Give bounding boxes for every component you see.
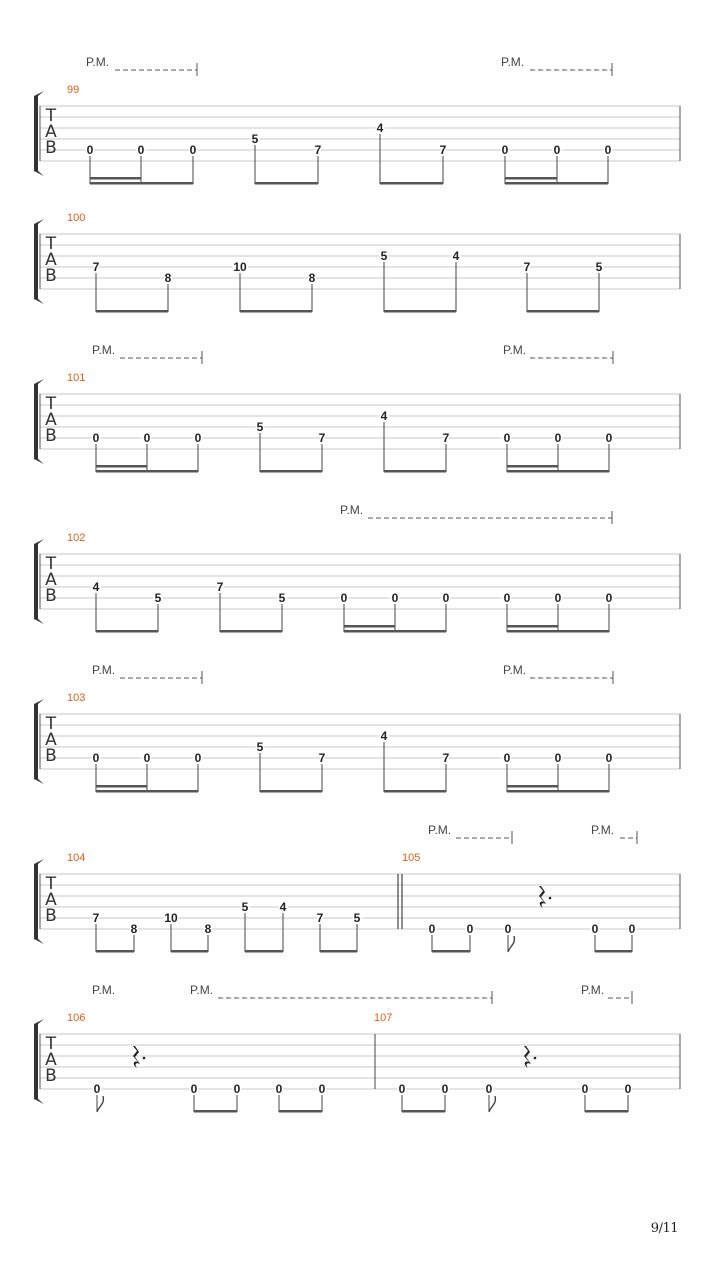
beam	[245, 950, 283, 953]
staff-bracket	[34, 91, 44, 176]
measure-number: 101	[67, 372, 86, 384]
palm-mute-label: P.M.	[92, 663, 116, 677]
fret-number: 0	[503, 591, 511, 605]
beam	[260, 470, 322, 473]
fret-number: 8	[204, 922, 212, 936]
quarter-rest	[133, 1046, 140, 1068]
beam	[171, 950, 208, 953]
palm-mute-label: P.M.	[86, 55, 110, 69]
beam-secondary	[96, 785, 147, 788]
palm-mute-label: P.M.	[503, 343, 527, 357]
fret-number: 5	[353, 911, 361, 925]
measure-number: 103	[67, 692, 86, 704]
beam	[260, 790, 322, 793]
fret-number: 0	[503, 751, 511, 765]
staff-bracket	[34, 1019, 44, 1104]
fret-number: 0	[624, 1082, 632, 1096]
fret-number: 10	[164, 911, 178, 925]
tab-clef-letter: A	[45, 1050, 57, 1070]
fret-number: 0	[92, 431, 100, 445]
fret-number: 0	[442, 591, 450, 605]
beam	[96, 310, 168, 313]
staff-bracket	[34, 539, 44, 624]
palm-mute-label: P.M.	[340, 503, 364, 517]
beam	[320, 950, 357, 953]
beam	[90, 182, 193, 185]
fret-number: 0	[86, 143, 94, 157]
fret-number: 5	[595, 260, 603, 274]
tab-clef-letter: B	[45, 586, 57, 606]
note-flag	[489, 1096, 495, 1112]
tab-clef-letter: T	[45, 106, 57, 126]
tab-clef-letter: B	[45, 138, 57, 158]
page-number: 9/11	[650, 1221, 678, 1236]
beam	[96, 630, 158, 633]
fret-number: 7	[92, 911, 100, 925]
beam	[402, 1110, 445, 1113]
fret-number: 0	[503, 431, 511, 445]
palm-mute-label: P.M.	[92, 343, 116, 357]
beam	[96, 790, 198, 793]
beam-secondary	[507, 625, 558, 628]
beam	[279, 1110, 322, 1113]
fret-number: 7	[442, 431, 450, 445]
quarter-rest	[524, 1046, 531, 1068]
fret-number: 0	[318, 1082, 326, 1096]
tab-clef-letter: A	[45, 730, 57, 750]
tab-clef-letter: T	[45, 554, 57, 574]
note-flag	[508, 936, 514, 952]
fret-number: 0	[137, 143, 145, 157]
staff-bracket	[34, 219, 44, 304]
fret-number: 5	[256, 420, 264, 434]
fret-number: 0	[605, 431, 613, 445]
fret-number: 4	[376, 121, 384, 135]
fret-number: 0	[501, 143, 509, 157]
beam	[432, 950, 470, 953]
beam	[384, 790, 446, 793]
tab-clef-letter: T	[45, 714, 57, 734]
fret-number: 4	[380, 409, 388, 423]
fret-number: 7	[442, 751, 450, 765]
fret-number: 7	[318, 751, 326, 765]
tab-clef-letter: B	[45, 1066, 57, 1086]
tab-clef-letter: B	[45, 746, 57, 766]
tab-clef-letter: A	[45, 122, 57, 142]
beam-secondary	[96, 465, 147, 468]
tab-clef-letter: T	[45, 1034, 57, 1054]
beam	[344, 630, 446, 633]
tab-clef-letter: A	[45, 890, 57, 910]
fret-number: 7	[523, 260, 531, 274]
tab-clef-letter: B	[45, 266, 57, 286]
palm-mute-label: P.M.	[581, 983, 605, 997]
tab-clef-letter: T	[45, 874, 57, 894]
beam-secondary	[507, 465, 558, 468]
staff-system	[34, 343, 680, 473]
staff-system	[34, 212, 680, 313]
staff-system	[34, 503, 680, 633]
fret-number: 0	[466, 922, 474, 936]
fret-number: 7	[439, 143, 447, 157]
rest-dot	[534, 1057, 537, 1060]
fret-number: 7	[216, 580, 224, 594]
beam	[380, 182, 443, 185]
beam	[505, 182, 608, 185]
beam	[507, 470, 609, 473]
fret-number: 7	[92, 260, 100, 274]
staff-bracket	[34, 699, 44, 784]
beam	[240, 310, 312, 313]
fret-number: 0	[591, 922, 599, 936]
fret-number: 7	[316, 911, 324, 925]
fret-number: 0	[340, 591, 348, 605]
tab-clef-letter: B	[45, 906, 57, 926]
fret-number: 5	[241, 900, 249, 914]
palm-mute-label: P.M.	[92, 983, 116, 997]
fret-number: 8	[308, 271, 316, 285]
beam	[220, 630, 282, 633]
measure-number: 106	[67, 1012, 86, 1024]
fret-number: 0	[275, 1082, 283, 1096]
fret-number: 0	[605, 751, 613, 765]
staff-system	[34, 663, 680, 793]
staff-bracket	[34, 379, 44, 464]
measure-number: 99	[67, 84, 80, 96]
fret-number: 0	[604, 143, 612, 157]
fret-number: 0	[553, 143, 561, 157]
fret-number: 0	[485, 1082, 493, 1096]
fret-number: 4	[380, 729, 388, 743]
fret-number: 0	[189, 143, 197, 157]
staff-bracket	[34, 859, 44, 944]
beam	[585, 1110, 628, 1113]
fret-number: 0	[93, 1082, 101, 1096]
beam-secondary	[344, 625, 395, 628]
tab-clef-letter: A	[45, 570, 57, 590]
fret-number: 0	[194, 431, 202, 445]
staff-system	[34, 55, 680, 185]
measure-number: 102	[67, 532, 86, 544]
tab-clef-letter: A	[45, 410, 57, 430]
fret-number: 0	[605, 591, 613, 605]
fret-number: 0	[190, 1082, 198, 1096]
fret-number: 0	[391, 591, 399, 605]
fret-number: 0	[441, 1082, 449, 1096]
fret-number: 5	[154, 591, 162, 605]
fret-number: 0	[428, 922, 436, 936]
palm-mute-label: P.M.	[503, 663, 527, 677]
fret-number: 5	[278, 591, 286, 605]
fret-number: 4	[452, 249, 460, 263]
beam	[384, 470, 446, 473]
palm-mute-label: P.M.	[428, 823, 452, 837]
fret-number: 0	[554, 591, 562, 605]
fret-number: 7	[314, 143, 322, 157]
note-flag	[97, 1096, 103, 1112]
fret-number: 0	[398, 1082, 406, 1096]
fret-number: 0	[143, 431, 151, 445]
fret-number: 5	[256, 740, 264, 754]
beam	[96, 470, 198, 473]
staff-system	[34, 983, 680, 1113]
beam	[194, 1110, 237, 1113]
beam	[384, 310, 456, 313]
beam	[507, 630, 609, 633]
measure-number: 105	[402, 852, 421, 864]
quarter-rest	[539, 886, 546, 908]
measure-number: 107	[374, 1012, 393, 1024]
fret-number: 0	[194, 751, 202, 765]
fret-number: 10	[233, 260, 247, 274]
fret-number: 0	[554, 431, 562, 445]
measure-number: 104	[67, 852, 86, 864]
fret-number: 0	[504, 922, 512, 936]
fret-number: 5	[251, 132, 259, 146]
fret-number: 0	[92, 751, 100, 765]
tab-clef-letter: T	[45, 234, 57, 254]
palm-mute-label: P.M.	[501, 55, 525, 69]
measure-number: 100	[67, 212, 86, 224]
beam	[595, 950, 632, 953]
fret-number: 0	[581, 1082, 589, 1096]
tab-clef-letter: B	[45, 426, 57, 446]
palm-mute-label: P.M.	[190, 983, 214, 997]
staff-system	[34, 823, 680, 953]
beam	[96, 950, 134, 953]
fret-number: 4	[92, 580, 100, 594]
fret-number: 0	[628, 922, 636, 936]
fret-number: 8	[130, 922, 138, 936]
fret-number: 7	[318, 431, 326, 445]
tab-clef-letter: A	[45, 250, 57, 270]
rest-dot	[143, 1057, 146, 1060]
beam-secondary	[505, 177, 557, 180]
fret-number: 0	[554, 751, 562, 765]
rest-dot	[549, 897, 552, 900]
palm-mute-label: P.M.	[591, 823, 615, 837]
fret-number: 0	[233, 1082, 241, 1096]
fret-number: 5	[380, 249, 388, 263]
fret-number: 8	[164, 271, 172, 285]
beam	[255, 182, 318, 185]
tab-clef-letter: T	[45, 394, 57, 414]
beam-secondary	[507, 785, 558, 788]
beam	[507, 790, 609, 793]
fret-number: 4	[279, 900, 287, 914]
beam-secondary	[90, 177, 141, 180]
beam	[527, 310, 599, 313]
fret-number: 0	[143, 751, 151, 765]
